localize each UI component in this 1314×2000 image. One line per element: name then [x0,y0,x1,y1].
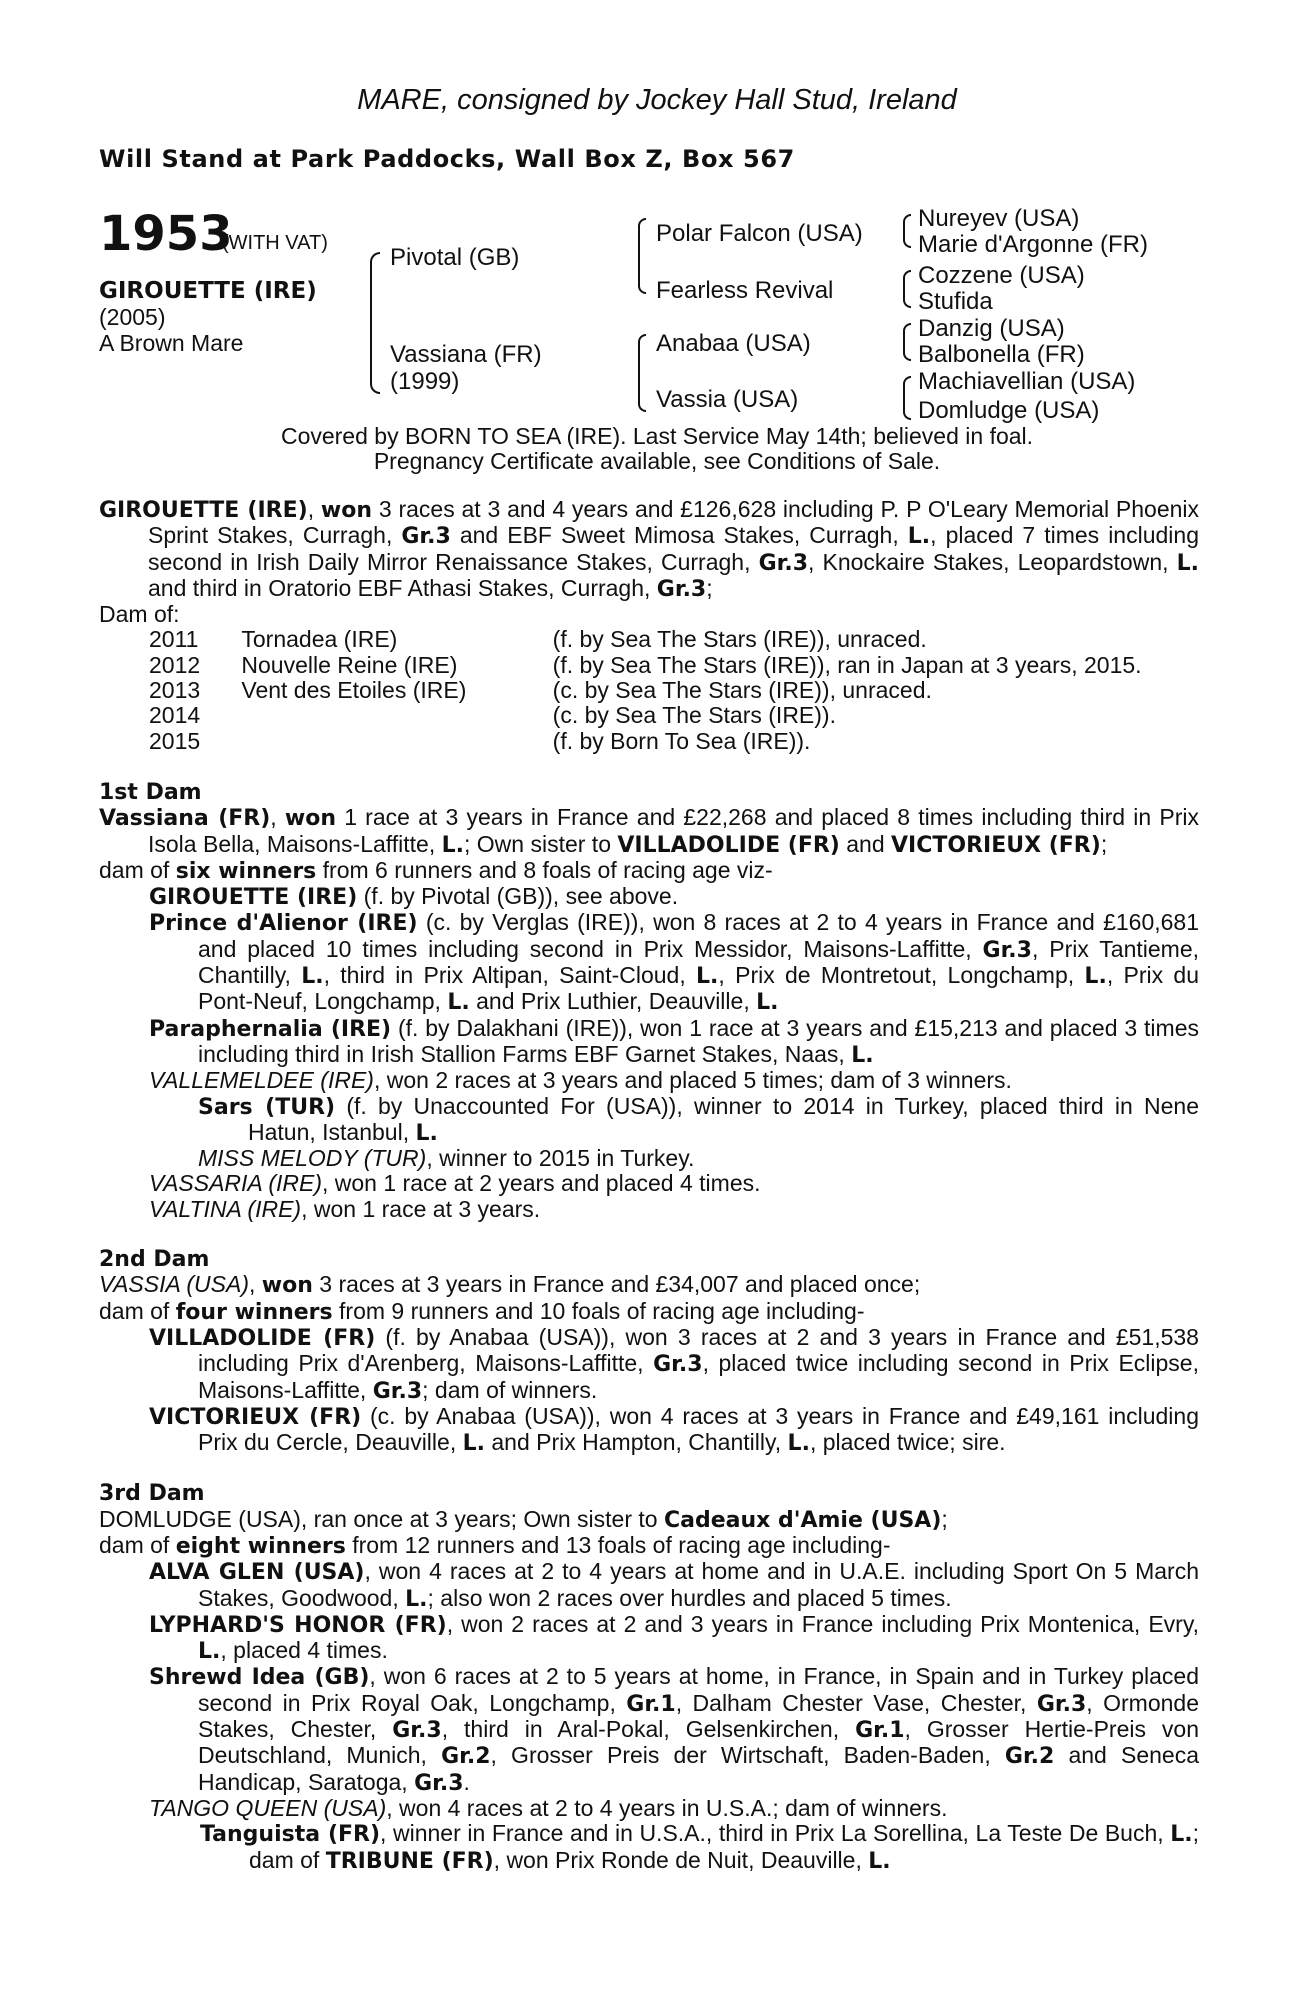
pedigree-g2: Marie d'Argonne (FR) [918,231,1148,258]
list-item: VASSARIA (IRE), won 1 race at 2 years and placed 4 times. [149,1170,761,1197]
vat-note: (WITH VAT) [222,232,328,254]
second-dam-heading: 2nd Dam [99,1247,210,1273]
stand-location: Will Stand at Park Paddocks, Wall Box Z, Box 567 [99,145,795,173]
first-dam-summary: dam of six winners from 6 runners and 8 foals of racing age viz- [99,856,773,884]
pedigree-g6: Balbonella (FR) [918,341,1085,368]
horse-year: (2005) [99,304,166,330]
third-dam-record: DOMLUDGE (USA), ran once at 3 years; Own sister to Cadeaux d'Amie (USA); [99,1505,948,1533]
pedigree-brace-7 [903,376,911,420]
lot-number: 1953 [99,206,233,262]
covered-line: Covered by BORN TO SEA (IRE). Last Service May 14th; believed in foal. [280,423,1034,449]
table-row: 2014 (c. by Sea The Stars (IRE)). [149,702,836,729]
produce-table [149,627,1199,753]
list-item: ALVA GLEN (USA), won 4 races at 2 to 4 years at home and in U.A.E. including Sport On 5 March Stakes, Goodwood, L.; also won 2 races over hurdles and placed 5 times. [149,1558,1199,1612]
pedigree-g5: Danzig (USA) [918,315,1065,342]
second-dam-summary: dam of four winners from 9 runners and 10 foals of racing age including- [99,1297,865,1325]
list-item: VILLADOLIDE (FR) (f. by Anabaa (USA)), won 3 races at 2 and 3 years in France and £51,538 including Prix d'Arenberg, Maisons-Laffitte, Gr.3, placed twice including second in Prix Eclipse, Maisons-Laffitte, Gr.3; dam of winners. [149,1323,1199,1404]
third-dam-heading: 3rd Dam [99,1481,205,1507]
horse-description: A Brown Mare [99,330,244,356]
list-item: LYPHARD'S HONOR (FR), won 2 races at 2 and 3 years in France including Prix Montenica, Evry, L., placed 4 times. [149,1610,1199,1665]
pedigree-sire-dam: Fearless Revival [656,277,834,304]
table-row: 2012 Nouvelle Reine (IRE) (f. by Sea The Stars (IRE)), ran in Japan at 3 years, 2015. [149,651,1142,678]
mare-race-record: GIROUETTE (IRE), won 3 races at 3 and 4 years and £126,628 including P. P O'Leary Memorial Phoenix Sprint Stakes, Curragh, Gr.3 and EBF Sweet Mimosa Stakes, Curragh, L., placed 7 times including second in Irish Daily Mirror Renaissance Stakes, Curragh, Gr.3, Knockaire Stakes, Leopardstown, L. and third in Oratorio EBF Athasi Stakes, Curragh, Gr.3; [99,496,1200,602]
pedigree-dam: Vassiana (FR) [390,341,542,368]
pedigree-g3: Cozzene (USA) [918,262,1085,289]
list-item: Prince d'Alienor (IRE) (c. by Verglas (IRE)), won 8 races at 2 to 4 years in France and £160,681 and placed 10 times including second in Prix Messidor, Maisons-Laffitte, Gr.3, Prix Tantieme, Chantilly, L., third in Prix Altipan, Saint-Cloud, L., Prix de Montretout, Longchamp, L., Prix du Pont-Neuf, Longchamp, L. and Prix Luthier, Deauville, L. [149,909,1199,1016]
pedigree-g8: Domludge (USA) [918,397,1100,424]
dam-of-label: Dam of: [99,601,180,628]
first-dam-heading: 1st Dam [99,779,202,805]
catalogue-body [99,497,1199,1874]
first-dam-record: Vassiana (FR), won 1 race at 3 years in France and £22,268 and placed 8 times including third in Prix Isola Bella, Maisons-Laffitte, L.; Own sister to VILLADOLIDE (FR) and VICTORIEUX (FR); [99,804,1199,858]
pedigree-brace-1 [370,252,380,394]
list-item: GIROUETTE (IRE) (f. by Pivotal (GB)), see above. [149,883,679,911]
pedigree-dam-sire: Anabaa (USA) [656,330,811,357]
pedigree-sire: Pivotal (GB) [390,244,520,271]
list-item: Paraphernalia (IRE) (f. by Dalakhani (IRE)), won 1 race at 3 years and £15,213 and placed 3 times including third in Irish Stallion Farms EBF Garnet Stakes, Naas, L. [149,1014,1199,1068]
pedigree-brace-3 [638,334,646,412]
table-row: 2011 Tornadea (IRE) (f. by Sea The Stars (IRE)), unraced. [149,626,927,653]
horse-name: GIROUETTE (IRE) [99,278,317,304]
pregnancy-line: Pregnancy Certificate available, see Conditions of Sale. [373,448,941,474]
list-item: Shrewd Idea (GB), won 6 races at 2 to 5 years at home, in France, in Spain and in Turkey placed second in Prix Royal Oak, Longchamp, Gr.1, Dalham Chester Vase, Chester, Gr.3, Ormonde Stakes, Chester, Gr.3, third in Aral-Pokal, Gelsenkirchen, Gr.1, Grosser Hertie-Preis von Deutschland, Munich, Gr.2, Grosser Preis der Wirtschaft, Baden-Baden, Gr.2 and Seneca Handicap, Saratoga, Gr.3. [149,1663,1200,1796]
second-dam-record: VASSIA (USA), won 3 races at 3 years in France and £34,007 and placed once; [99,1271,921,1299]
pedigree-dam-dam: Vassia (USA) [656,386,799,413]
list-item: Sars (TUR) (f. by Unaccounted For (USA)), winner to 2014 in Turkey, placed third in Nene Hatun, Istanbul, L. [198,1092,1199,1146]
third-dam-summary: dam of eight winners from 12 runners and 13 foals of racing age including- [99,1531,891,1559]
list-item: MISS MELODY (TUR), winner to 2015 in Turkey. [198,1145,695,1172]
list-item: Tanguista (FR), winner in France and in U.S.A., third in Prix La Sorellina, La Teste De Buch, L.; dam of TRIBUNE (FR), won Prix Ronde de Nuit, Deauville, L. [200,1820,1200,1874]
pedigree-brace-5 [903,270,911,308]
list-item: VALLEMELDEE (IRE), won 2 races at 3 years and placed 5 times; dam of 3 winners. [149,1067,1012,1094]
pedigree-brace-4 [903,214,911,248]
pedigree-brace-2 [638,218,646,294]
pedigree-g1: Nureyev (USA) [918,205,1080,232]
list-item: VICTORIEUX (FR) (c. by Anabaa (USA)), won 4 races at 3 years in France and £49,161 including Prix du Cercle, Deauville, L. and Prix Hampton, Chantilly, L., placed twice; sire. [149,1402,1199,1457]
list-item: TANGO QUEEN (USA), won 4 races at 2 to 4 years in U.S.A.; dam of winners. [149,1794,948,1821]
pedigree-dam-year: (1999) [390,368,460,395]
pedigree-g7: Machiavellian (USA) [918,368,1136,395]
pedigree-sire-sire: Polar Falcon (USA) [656,220,863,247]
consignment-line: MARE, consigned by Jockey Hall Stud, Ireland [357,84,957,116]
table-row: 2015 (f. by Born To Sea (IRE)). [149,727,811,754]
list-item: VALTINA (IRE), won 1 race at 3 years. [149,1195,541,1222]
table-row: 2013 Vent des Etoiles (IRE) (c. by Sea The Stars (IRE)), unraced. [149,677,932,704]
pedigree-g4: Stufida [918,288,993,315]
pedigree-brace-6 [903,323,911,361]
